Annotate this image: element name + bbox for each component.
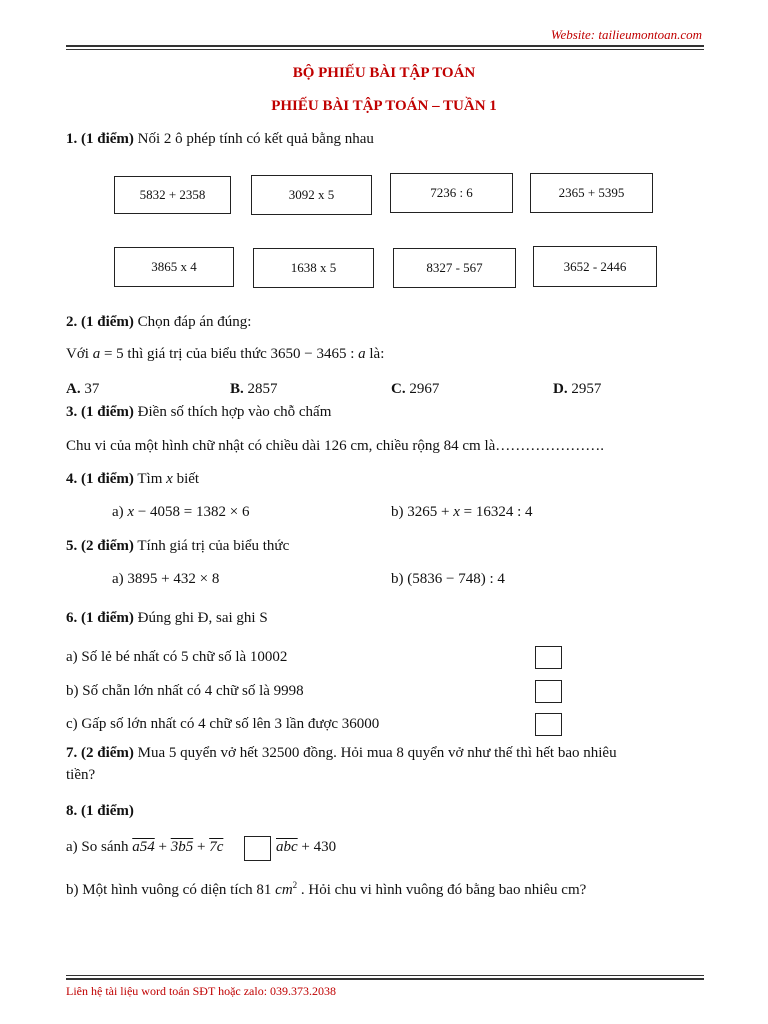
q4-text-post: biết (176, 471, 200, 487)
question-8-number: 8. (1 điểm) (66, 803, 134, 819)
question-5-text: Tính giá trị của biểu thức (137, 538, 290, 554)
q8a-term-4: $\overline{abc}$ (276, 839, 298, 855)
question-6-text: Đúng ghi Đ, sai ghi S (137, 610, 268, 626)
worksheet-title: BỘ PHIẾU BÀI TẬP TOÁN (292, 65, 476, 81)
header-rule-thin (66, 49, 704, 50)
question-4a (112, 504, 249, 521)
statement-b: b) Số chẵn lớn nhất có 4 chữ số là 9998 (66, 683, 304, 699)
q4a-expr: − 4058 = 1382 × 6 (137, 504, 250, 520)
match-box-8[interactable]: 3652 - 2446 (533, 246, 657, 287)
question-1 (66, 131, 374, 148)
question-6-number: 6. (1 điểm) (66, 610, 134, 626)
question-7-text: Mua 5 quyển vở hết 32500 đồng. Hỏi mua 8 quyển vở như thế thì hết bao nhiêu (137, 745, 617, 761)
answer-box-c[interactable] (535, 713, 562, 736)
q5b-label: b) (391, 571, 404, 587)
option-b-value: 2857 (247, 381, 278, 397)
q8a-term-3: 7c (209, 839, 224, 855)
q2-prompt-eq: = 5 (103, 346, 124, 362)
footer-rule-thin (66, 975, 704, 976)
q8a-label: a) So sánh (66, 839, 129, 855)
q4b-var-x: x (453, 504, 460, 520)
question-1-number: 1. (1 điểm) (66, 131, 134, 147)
compare-box[interactable] (244, 836, 271, 861)
question-1-text: Nối 2 ô phép tính có kết quả bằng nhau (137, 131, 374, 147)
q4a-var-x: x (127, 504, 135, 520)
q4b-post: = 16324 : 4 (463, 504, 533, 520)
question-8a (66, 839, 223, 856)
q8b-unit: cm (275, 882, 293, 898)
q2-prompt-pre: Với (66, 346, 89, 362)
question-7 (66, 745, 617, 762)
question-4-number: 4. (1 điểm) (66, 471, 134, 487)
match-box-2[interactable]: 3092 x 5 (251, 175, 372, 215)
q8a-tail: + 430 (301, 839, 337, 855)
question-4b (391, 504, 533, 521)
answer-box-b[interactable] (535, 680, 562, 703)
option-c-value: 2967 (409, 381, 440, 397)
question-2-text: Chọn đáp án đúng: (137, 314, 252, 330)
question-3 (66, 404, 331, 421)
option-a-value: 37 (84, 381, 100, 397)
question-4 (66, 471, 199, 488)
question-3-number: 3. (1 điểm) (66, 404, 134, 420)
q8a-term-2: 3b5 (170, 839, 194, 855)
question-5-number: 5. (2 điểm) (66, 538, 134, 554)
website-link[interactable]: Website: tailieumontoan.com (550, 27, 702, 42)
q4a-label: a) (112, 504, 124, 520)
match-box-5[interactable]: 3865 x 4 (114, 247, 234, 287)
q8a-term-1: a54 (132, 839, 155, 855)
worksheet-subtitle: PHIẾU BÀI TẬP TOÁN – TUẦN 1 (271, 98, 497, 114)
question-2-number: 2. (1 điểm) (66, 314, 134, 330)
q2-var-a: a (92, 346, 101, 362)
question-8a-right (276, 839, 336, 856)
option-d-value: 2957 (571, 381, 602, 397)
question-8b (66, 880, 586, 899)
q8a-plus-1: + (158, 839, 167, 855)
statement-a: a) Số lẻ bé nhất có 5 chữ số là 10002 (66, 649, 288, 665)
option-d[interactable] (553, 381, 601, 398)
option-b[interactable] (230, 381, 278, 398)
q5a-expr: 3895 + 432 × 8 (127, 571, 220, 587)
question-7-text-cont: tiền? (66, 767, 96, 783)
question-7-number: 7. (2 điểm) (66, 745, 134, 761)
question-2-prompt (66, 346, 384, 363)
match-box-1[interactable]: 5832 + 2358 (114, 176, 231, 214)
option-b-label: B. (230, 381, 244, 397)
question-3-text: Điền số thích hợp vào chỗ chấm (137, 404, 332, 420)
option-c-label: C. (391, 381, 406, 397)
q4-var-x: x (166, 471, 173, 487)
q5a-label: a) (112, 571, 124, 587)
option-a-label: A. (66, 381, 81, 397)
q4b-label: b) (391, 504, 404, 520)
q5b-expr: (5836 − 748) : 4 (407, 571, 505, 587)
option-c[interactable] (391, 381, 439, 398)
q2-prompt-mid: thì giá trị của biểu thức (127, 346, 267, 362)
q8a-plus-2: + (196, 839, 206, 855)
q2-prompt-expr: 3650 − 3465 : (270, 346, 355, 362)
option-d-label: D. (553, 381, 568, 397)
question-5 (66, 538, 289, 555)
footer-contact: Liên hệ tài liệu word toán SĐT hoặc zalo: 039.373.2038 (66, 984, 337, 998)
q4-text-pre: Tìm (137, 471, 163, 487)
footer-rule-thick (66, 978, 704, 980)
answer-box-a[interactable] (535, 646, 562, 669)
match-box-7[interactable]: 8327 - 567 (393, 248, 516, 288)
q8b-sup: 2 (292, 880, 298, 890)
question-2 (66, 314, 251, 331)
question-6 (66, 610, 268, 627)
match-box-4[interactable]: 2365 + 5395 (530, 173, 653, 213)
option-a[interactable] (66, 381, 99, 398)
q2-var-a-2: a (358, 346, 366, 362)
header-rule-thick (66, 45, 704, 47)
q8b-post: . Hỏi chu vi hình vuông đó bằng bao nhiêu cm? (300, 882, 587, 898)
q2-prompt-end: là: (369, 346, 385, 362)
match-box-6[interactable]: 1638 x 5 (253, 248, 374, 288)
q4b-pre: 3265 + (407, 504, 450, 520)
match-box-3[interactable]: 7236 : 6 (390, 173, 513, 213)
statement-c: c) Gấp số lớn nhất có 4 chữ số lên 3 lần được 36000 (66, 716, 380, 732)
question-3-line: Chu vi của một hình chữ nhật có chiều dài 126 cm, chiều rộng 84 cm là…………………. (66, 438, 605, 454)
question-5a (112, 571, 219, 588)
question-5b (391, 571, 505, 588)
q8b-pre: b) Một hình vuông có diện tích 81 (66, 882, 272, 898)
